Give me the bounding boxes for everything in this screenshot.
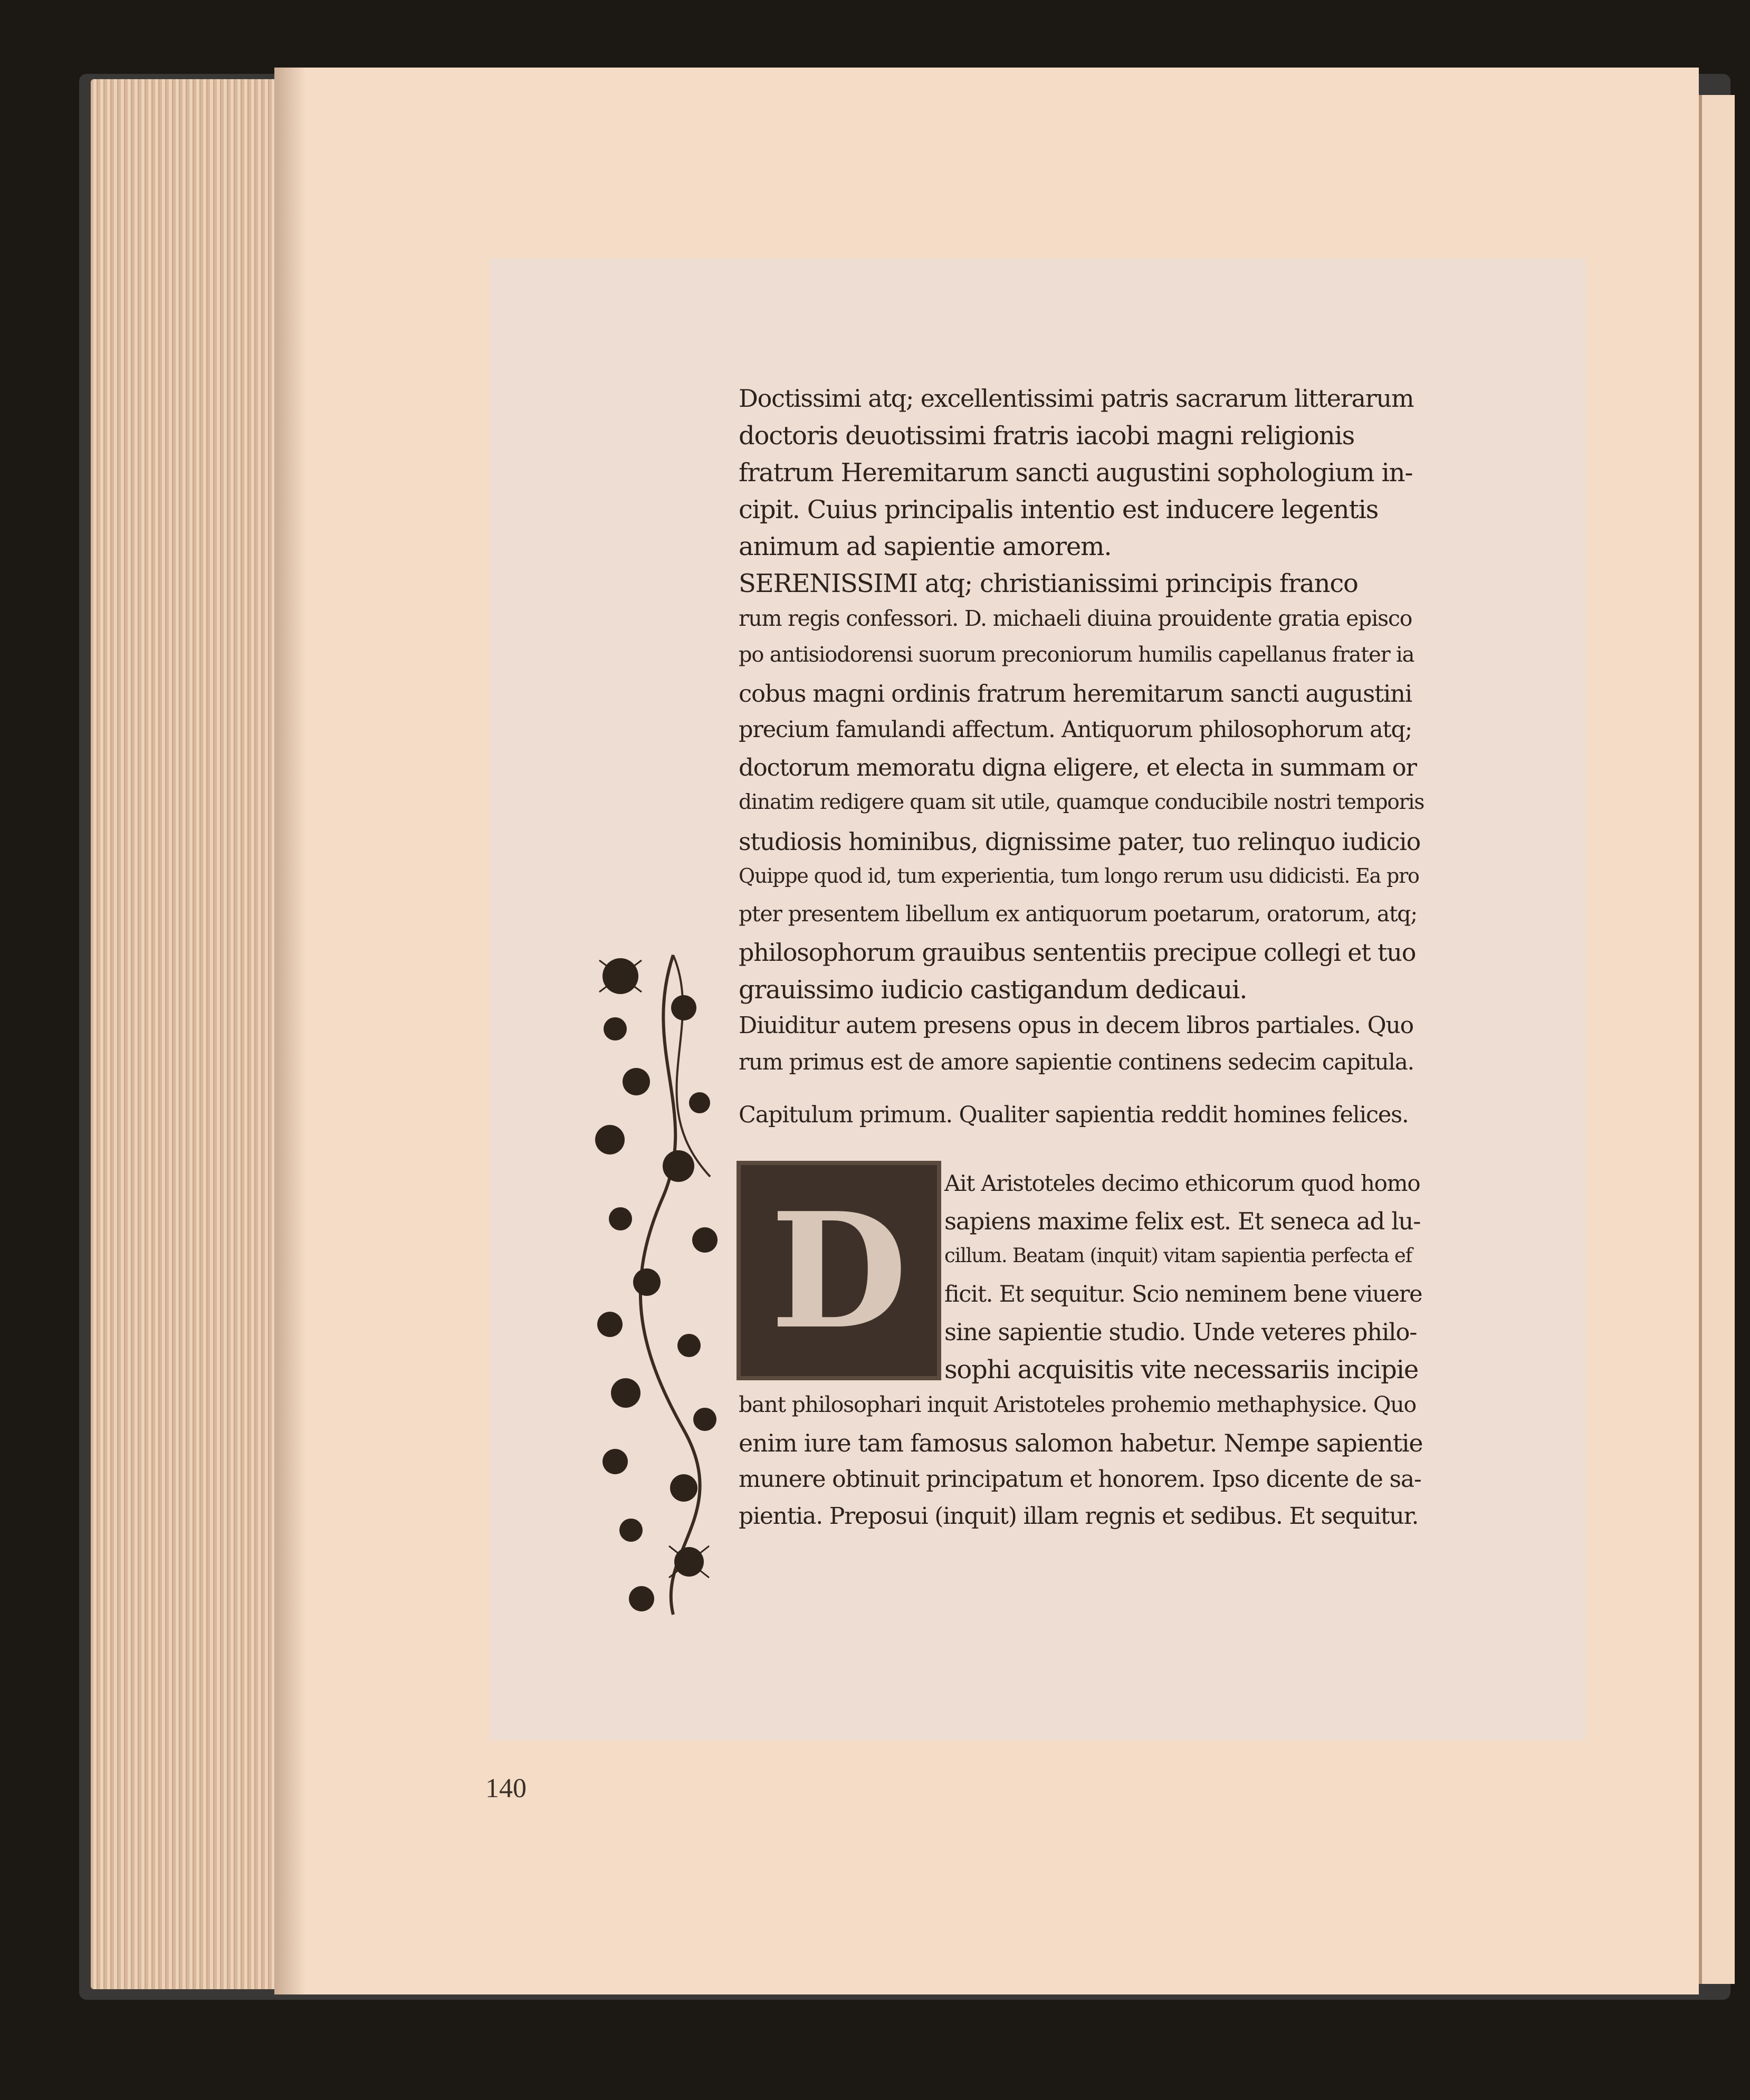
gutter-shadow xyxy=(274,68,306,1994)
initial-letter: D xyxy=(770,1177,908,1364)
text-line: sapiens maxime felix est. Et seneca ad lu- xyxy=(944,1207,1421,1235)
text-line: bant philosophari inquit Aristoteles prohemio methaphysice. Quo xyxy=(739,1392,1416,1417)
text-line: SERENISSIMI atq; christianissimi principis franco xyxy=(739,569,1358,598)
text-line: philosophorum grauibus sententiis precipue collegi et tuo xyxy=(739,938,1416,967)
text-line: cipit. Cuius principalis intentio est inducere legentis xyxy=(739,495,1379,524)
text-line: precium famulandi affectum. Antiquorum philosophorum atq; xyxy=(739,717,1412,743)
text-line: fratrum Heremitarum sancti augustini sophologium in- xyxy=(739,458,1413,488)
illuminated-initial xyxy=(737,1161,941,1380)
text-line: rum primus est de amore sapientie continens sedecim capitula. xyxy=(739,1049,1414,1075)
text-line: ficit. Et sequitur. Scio neminem bene viuere xyxy=(944,1281,1422,1307)
text-line: sophi acquisitis vite necessariis incipie xyxy=(944,1355,1419,1385)
text-line: animum ad sapientie amorem. xyxy=(739,532,1112,561)
text-line: pter presentem libellum ex antiquorum poetarum, oratorum, atq; xyxy=(739,901,1417,927)
text-line: munere obtinuit principatum et honorem. Ipso dicente de sa- xyxy=(739,1466,1421,1493)
text-line: enim iure tam famosus salomon habetur. Nempe sapientie xyxy=(739,1429,1423,1457)
text-line: po antisiodorensi suorum preconiorum humilis capellanus frater ia xyxy=(739,643,1414,667)
text-line: Diuiditur autem presens opus in decem libros partiales. Quo xyxy=(739,1012,1413,1039)
text-line: studiosis hominibus, dignissime pater, tuo relinquo iudicio xyxy=(739,827,1421,856)
text-line: rum regis confessori. D. michaeli diuina prouidente gratia episco xyxy=(739,606,1412,631)
text-line: Doctissimi atq; excellentissimi patris sacrarum litterarum xyxy=(739,384,1414,413)
text-line: doctorum memoratu digna eligere, et electa in summam or xyxy=(739,753,1417,781)
text-line: Ait Aristoteles decimo ethicorum quod homo xyxy=(944,1170,1420,1196)
page-edges xyxy=(91,79,291,1989)
text-line: dinatim redigere quam sit utile, quamque conducibile nostri temporis xyxy=(739,790,1424,814)
text-line: sine sapientie studio. Unde veteres philo- xyxy=(944,1318,1417,1346)
text-line: cobus magni ordinis fratrum heremitarum sancti augustini xyxy=(739,680,1412,708)
floral-border-ornament xyxy=(578,944,752,1625)
facing-page-edge xyxy=(1699,95,1735,1984)
text-line: doctoris deuotissimi fratris iacobi magni religionis xyxy=(739,421,1355,451)
text-line: cillum. Beatam (inquit) vitam sapientia perfecta ef xyxy=(944,1244,1412,1267)
page-number: 140 xyxy=(485,1773,527,1803)
text-line: Quippe quod id, tum experientia, tum longo rerum usu didicisti. Ea pro xyxy=(739,864,1419,887)
chapter-heading: Capitulum primum. Qualiter sapientia reddit homines felices. xyxy=(739,1102,1409,1128)
text-line: pientia. Preposui (inquit) illam regnis et sedibus. Et sequitur. xyxy=(739,1503,1419,1530)
text-line: grauissimo iudicio castigandum dedicaui. xyxy=(739,975,1247,1005)
